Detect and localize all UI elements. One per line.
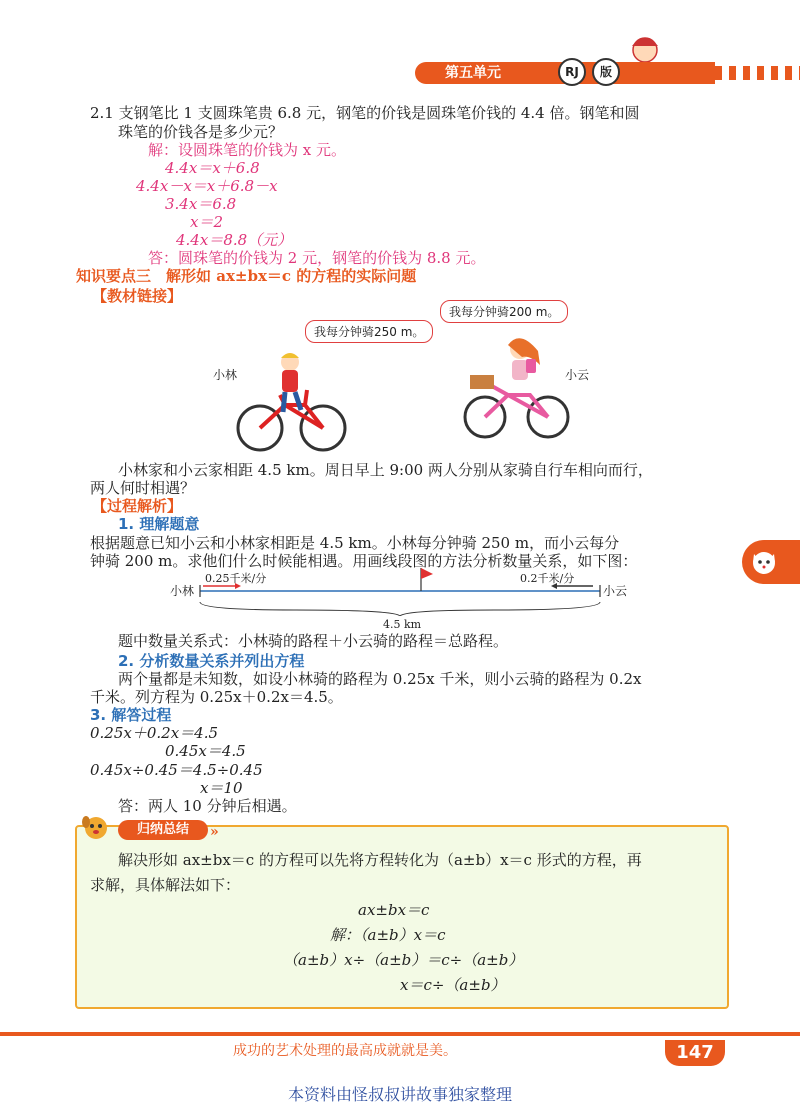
page-number: 147 bbox=[665, 1040, 725, 1066]
step3-title: 3. 解答过程 bbox=[90, 706, 172, 724]
fox-face-icon bbox=[750, 548, 778, 576]
solve-answer: 答：两人 10 分钟后相遇。 bbox=[118, 797, 297, 815]
bottom-note: 本资料由怪叔叔讲故事独家整理 bbox=[287, 1085, 512, 1104]
solution-line: x＝2 bbox=[190, 213, 224, 231]
name-xiaoyun: 小云 bbox=[565, 368, 590, 382]
summary-step: x＝c÷（a±b） bbox=[400, 976, 506, 994]
speech-bubble-right: 我每分钟骑200 m。 bbox=[440, 300, 568, 323]
analysis-label: 【过程解析】 bbox=[92, 497, 183, 515]
solution-answer: 答：圆珠笔的价钱为 2 元，钢笔的价钱为 8.8 元。 bbox=[148, 249, 486, 267]
boy-on-bike-icon bbox=[235, 350, 350, 455]
step1-title: 1. 理解题意 bbox=[118, 515, 200, 533]
diagram-total: 4.5 km bbox=[383, 618, 422, 631]
section-title: 知识要点三 解形如 ax±bx＝c 的方程的实际问题 bbox=[76, 267, 417, 285]
line-segment-diagram bbox=[195, 566, 605, 616]
step2-title: 2. 分析数量关系并列出方程 bbox=[118, 652, 305, 670]
step1-line1: 根据题意已知小云和小林家相距是 4.5 km。小林每分钟骑 250 m，而小云每分 bbox=[90, 534, 620, 552]
solution-line: 解：设圆珠笔的价钱为 x 元。 bbox=[148, 141, 346, 159]
footer-quote: 成功的艺术处理的最高成就就是美。 bbox=[233, 1043, 457, 1059]
speech-bubble-left: 我每分钟骑250 m。 bbox=[305, 320, 433, 343]
step1-line2: 钟骑 200 m。求他们什么时候能相遇。用画线段图的方法分析数量关系，如下图： bbox=[90, 552, 638, 570]
name-xiaolin: 小林 bbox=[213, 368, 238, 382]
solution-line: 3.4x＝6.8 bbox=[165, 195, 237, 213]
diagram-left-name: 小林 bbox=[170, 584, 195, 598]
footer-line bbox=[0, 1032, 800, 1036]
solve-line: 0.45x＝4.5 bbox=[165, 742, 246, 760]
relation-line: 题中数量关系式：小林骑的路程＋小云骑的路程＝总路程。 bbox=[118, 632, 509, 650]
problem-line1: 小林家和小云家相距 4.5 km。周日早上 9:00 两人分别从家骑自行车相向而行， bbox=[118, 461, 653, 479]
summary-title: 归纳总结 bbox=[118, 820, 208, 840]
solution-line: 4.4x＝x＋6.8 bbox=[165, 159, 260, 177]
step2-line2: 千米。列方程为 0.25x＋0.2x＝4.5。 bbox=[90, 688, 343, 706]
ban-badge: 版 bbox=[592, 58, 620, 86]
summary-step: 解：（a±b）x＝c bbox=[330, 926, 446, 944]
chevron-right-icon: » bbox=[210, 824, 219, 840]
unit-label: 第五单元 bbox=[445, 65, 501, 81]
girl-mascot-icon bbox=[620, 30, 670, 86]
problem2-line1: 2.1 支钢笔比 1 支圆珠笔贵 6.8 元，钢笔的价钱是圆珠笔价钱的 4.4 倍。钢笔和圆 bbox=[90, 104, 640, 122]
solve-line: x＝10 bbox=[200, 779, 243, 797]
solve-line: 0.45x÷0.45＝4.5÷0.45 bbox=[90, 761, 263, 779]
header-checker-pattern bbox=[715, 66, 800, 80]
textbook-link-label: 【教材链接】 bbox=[92, 287, 183, 305]
solution-line: 4.4x－x＝x＋6.8－x bbox=[136, 177, 278, 195]
problem2-line2: 珠笔的价钱各是多少元？ bbox=[118, 123, 284, 141]
solve-line: 0.25x＋0.2x＝4.5 bbox=[90, 724, 219, 742]
girl-on-bike-icon bbox=[460, 335, 575, 440]
diagram-right-name: 小云 bbox=[603, 584, 628, 598]
summary-step: ax±bx＝c bbox=[358, 901, 430, 919]
diagram-left-speed: 0.25千米/分 bbox=[205, 572, 267, 585]
summary-step: （a±b）x÷（a±b）＝c÷（a±b） bbox=[283, 951, 524, 969]
diagram-right-speed: 0.2千米/分 bbox=[520, 572, 575, 585]
summary-line2: 求解，具体解法如下： bbox=[90, 876, 241, 894]
problem-line2: 两人何时相遇？ bbox=[90, 479, 196, 497]
solution-line: 4.4x＝8.8（元） bbox=[176, 231, 293, 249]
rj-badge: RJ bbox=[558, 58, 586, 86]
dog-mascot-icon bbox=[78, 812, 118, 842]
step2-line1: 两个量都是未知数，如设小林骑的路程为 0.25x 千米，则小云骑的路程为 0.2x bbox=[118, 670, 642, 688]
summary-line1: 解决形如 ax±bx＝c 的方程可以先将方程转化为（a±b）x＝c 形式的方程，再 bbox=[118, 851, 642, 869]
